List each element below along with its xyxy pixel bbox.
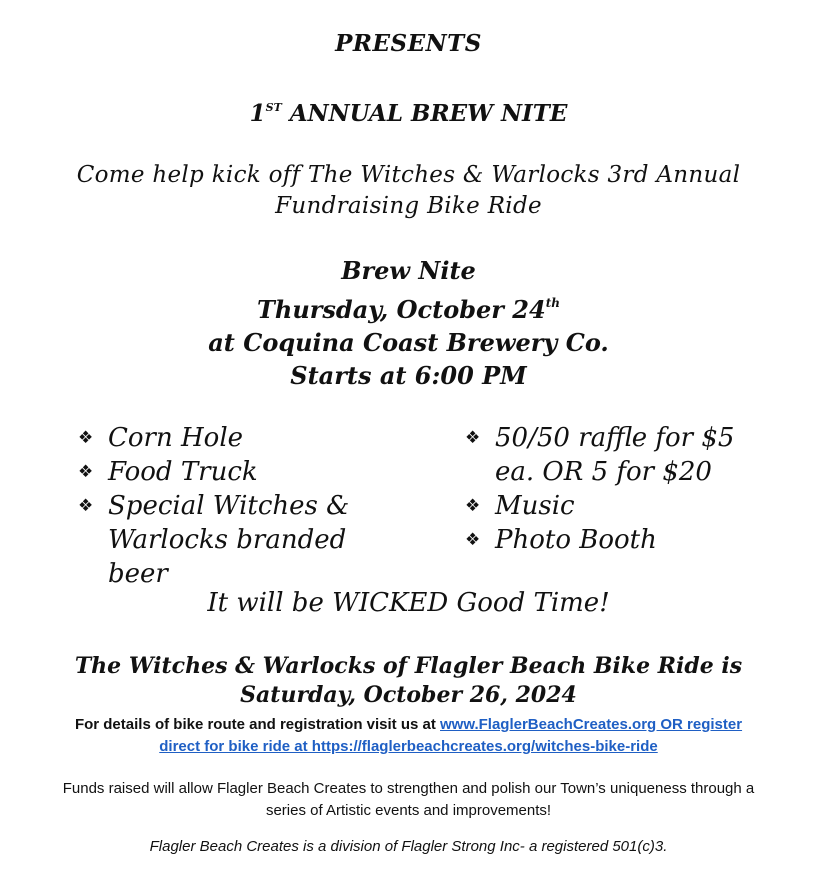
features-list-right bbox=[465, 421, 765, 557]
list-item bbox=[78, 455, 378, 489]
feature-label: Photo Booth bbox=[495, 525, 657, 555]
presents-heading: PRESENTS bbox=[335, 30, 482, 57]
bike-ride-registration-link[interactable]: direct for bike ride at https://flaglerbeachcreates.org/witches-bike-ride bbox=[159, 738, 658, 755]
registration-text: For details of bike route and registration visit us at bbox=[74, 716, 441, 733]
funds-line-1: Funds raised will allow Flagler Beach Creates to strengthen and polish our Town’s uniqueness through a bbox=[62, 780, 755, 797]
title-ordinal: 1 bbox=[249, 100, 266, 127]
event-venue: at Coquina Coast Brewery Co. bbox=[208, 328, 609, 357]
feature-label: Music bbox=[495, 491, 575, 521]
diamond-bullet-icon: ❖ bbox=[465, 530, 481, 550]
division-footer: Flagler Beach Creates is a division of Flagler Strong Inc- a registered 501(c)3. bbox=[149, 838, 668, 855]
website-link[interactable]: www.FlaglerBeachCreates.org OR register bbox=[440, 716, 743, 733]
feature-label: Food Truck bbox=[108, 457, 258, 487]
list-item bbox=[465, 523, 765, 557]
event-details bbox=[0, 254, 817, 392]
tagline: It will be WICKED Good Time! bbox=[207, 588, 610, 618]
registration-line-1 bbox=[0, 714, 817, 736]
event-time: Starts at 6:00 PM bbox=[290, 361, 527, 390]
event-date bbox=[0, 287, 817, 326]
diamond-bullet-icon: ❖ bbox=[465, 428, 481, 448]
diamond-bullet-icon: ❖ bbox=[465, 496, 481, 516]
feature-label: Special Witches & Warlocks branded beer bbox=[108, 491, 350, 589]
feature-label: Corn Hole bbox=[108, 423, 244, 453]
list-item bbox=[78, 489, 378, 591]
event-date-suffix: th bbox=[545, 296, 560, 310]
list-item bbox=[78, 421, 378, 455]
title-text: ANNUAL BREW NITE bbox=[281, 100, 568, 127]
intro-line-2: Fundraising Bike Ride bbox=[275, 193, 542, 219]
bike-ride-info bbox=[0, 652, 817, 710]
funds-line-2: series of Artistic events and improvements! bbox=[265, 802, 552, 819]
registration-info bbox=[0, 714, 817, 758]
intro-line-1: Come help kick off The Witches & Warlocks 3rd Annual bbox=[76, 162, 741, 188]
event-title bbox=[0, 100, 817, 127]
diamond-bullet-icon: ❖ bbox=[78, 428, 94, 448]
intro-text bbox=[0, 160, 817, 222]
funds-statement bbox=[0, 778, 817, 822]
features-list-left bbox=[78, 421, 378, 591]
event-name: Brew Nite bbox=[341, 256, 476, 285]
title-ordinal-suffix: ST bbox=[265, 101, 282, 114]
event-date-text: Thursday, October 24 bbox=[257, 295, 546, 324]
diamond-bullet-icon: ❖ bbox=[78, 462, 94, 482]
list-item bbox=[465, 421, 765, 489]
registration-line-2 bbox=[0, 736, 817, 758]
feature-label: 50/50 raffle for $5 ea. OR 5 for $20 bbox=[495, 423, 735, 487]
list-item bbox=[465, 489, 765, 523]
diamond-bullet-icon: ❖ bbox=[78, 496, 94, 516]
bike-ride-date: Saturday, October 26, 2024 bbox=[240, 682, 577, 708]
bike-ride-line-1: The Witches & Warlocks of Flagler Beach Bike Ride is bbox=[74, 653, 743, 679]
